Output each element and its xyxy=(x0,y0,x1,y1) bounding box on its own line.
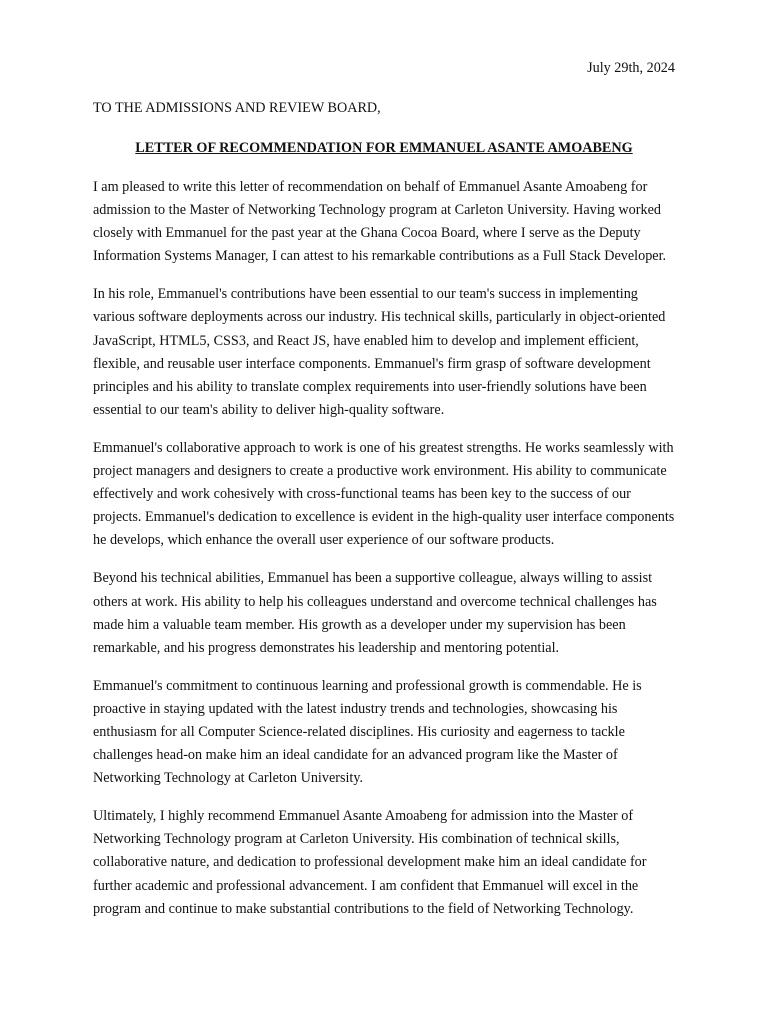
letter-body xyxy=(93,176,675,936)
body-paragraph: Emmanuel's collaborative approach to work is one of his greatest strengths. He works seamlessly with project managers and designers to create a productive work environment. His ability to communicate effectively and work cohesively with cross-functional teams has been key to the success of our projects. Emmanuel's dedication to excellence is evident in the high-quality user interface components he develops, which enhance the overall user experience of our software products. xyxy=(93,439,675,549)
body-paragraph: I am pleased to write this letter of recommendation on behalf of Emmanuel Asante Amoabeng for admission to the Master of Networking Technology program at Carleton University. Having worked closely with Emmanuel for the past year at the Ghana Cocoa Board, where I serve as the Deputy Information Systems Manager, I can attest to his remarkable contributions as a Full Stack Developer. xyxy=(93,179,667,265)
body-paragraph: Ultimately, I highly recommend Emmanuel Asante Amoabeng for admission into the Master of Networking Technology program at Carleton University. His combination of technical skills, collaborative nature, and dedication to professional development make him an ideal candidate for further academic and professional advancement. I am confident that Emmanuel will excel in the program and continue to make substantial contributions to the field of Networking Technology. xyxy=(93,808,647,917)
body-paragraph: In his role, Emmanuel's contributions have been essential to our team's success in implementing various software deployments across our industry. His technical skills, particularly in object-oriented JavaScript, HTML5, CSS3, and React JS, have enabled him to develop and implement efficient, flexible, and reusable user interface components. Emmanuel's firm grasp of software development principles and his ability to translate complex requirements into user-friendly solutions have been essential to our team's ability to deliver high-quality software. xyxy=(93,286,666,418)
body-paragraph: Beyond his technical abilities, Emmanuel has been a supportive colleague, always willing to assist others at work. His ability to help his colleagues understand and overcome technical challenges has made him a valuable team member. His growth as a developer under my supervision has been remarkable, and his progress demonstrates his leadership and mentoring potential. xyxy=(93,570,657,656)
letter-date: July 29th, 2024 xyxy=(587,60,675,76)
letter-title: LETTER OF RECOMMENDATION FOR EMMANUEL ASANTE AMOABENG xyxy=(135,140,633,156)
letter-salutation: TO THE ADMISSIONS AND REVIEW BOARD, xyxy=(93,100,381,116)
body-paragraph: Emmanuel's commitment to continuous learning and professional growth is commendable. He is proactive in staying updated with the latest industry trends and technologies, showcasing his enthusiasm for all Computer Science-related disciplines. His curiosity and eagerness to tackle challenges head-on make him an ideal candidate for an advanced program like the Master of Networking Technology at Carleton University. xyxy=(93,677,642,787)
